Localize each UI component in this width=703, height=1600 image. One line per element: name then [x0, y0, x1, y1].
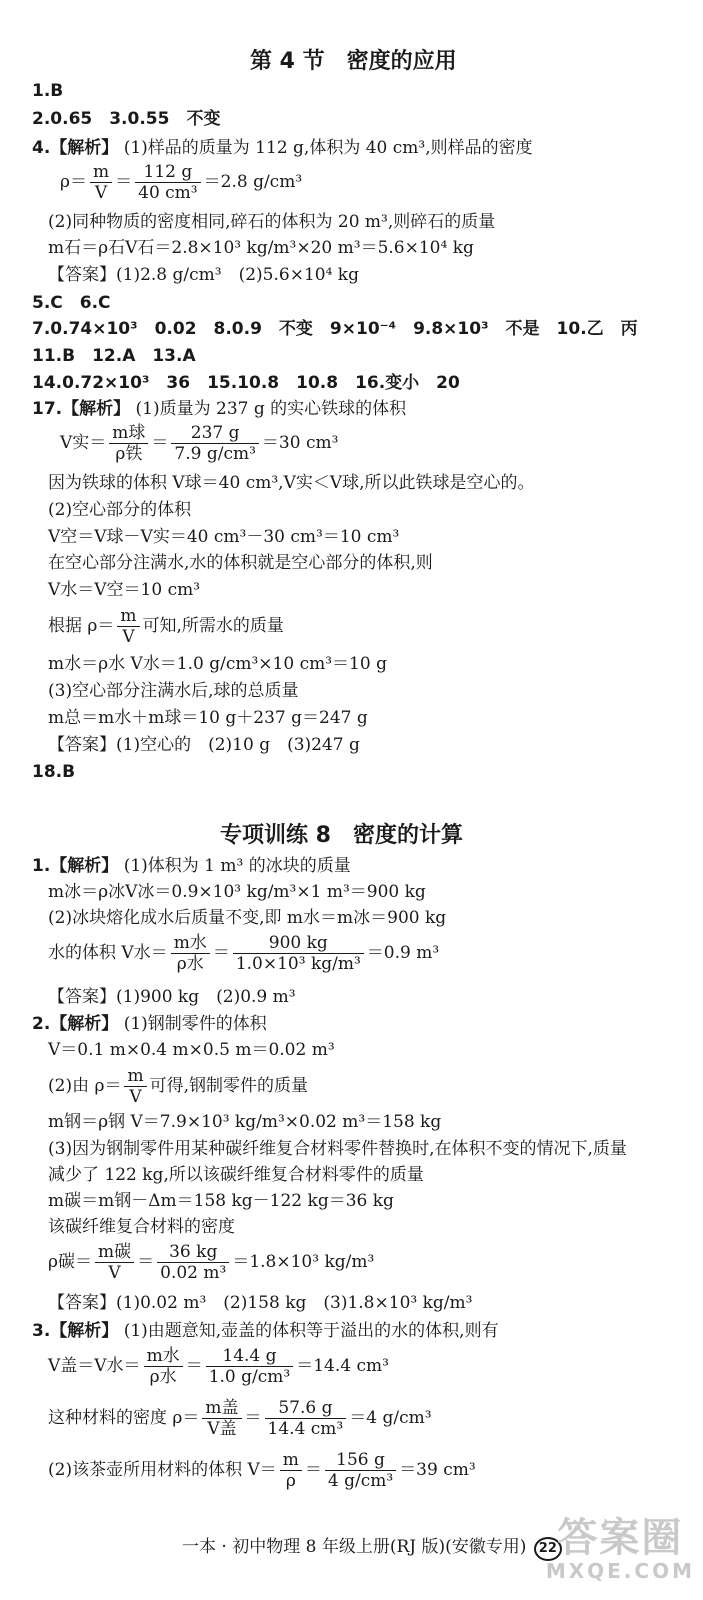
solution-text: (2)冰块熔化成水后质量不变,即 m水＝m冰＝900 kg [48, 908, 447, 928]
formula: 这种材料的密度 ρ＝ $\frac{\text{m盖}}{\text{V盖}}$ ＝ $\frac{57.6 g}{\text{14.4 cm³}}$ ＝4 g/cm³ [48, 1398, 432, 1439]
solution-text: m总＝m水＋m球＝10 g＋237 g＝247 g [48, 708, 368, 728]
section-title: 第 4 节 密度的应用 [250, 49, 457, 74]
solution-text: m石＝ρ石V石＝2.8×10³ kg/m³×20 m³＝5.6×10⁴ kg [48, 238, 474, 258]
question-1-analysis [32, 855, 351, 877]
solution-text: 该碳纤维复合材料的密度 [48, 1217, 235, 1237]
question-3-analysis [32, 1320, 499, 1342]
question-4-analysis [32, 137, 533, 159]
solution-text: m冰＝ρ冰V冰＝0.9×10³ kg/m³×1 m³＝900 kg [48, 882, 426, 902]
answer-text: 【答案】(1)0.02 m³ (2)158 kg (3)1.8×10³ kg/m³ [48, 1293, 473, 1313]
solution-text: m碳＝m钢－Δm＝158 kg－122 kg＝36 kg [48, 1191, 394, 1211]
solution-text: 在空心部分注满水,水的体积就是空心部分的体积,则 [48, 553, 433, 573]
formula: (2)该茶壶所用材料的体积 V＝ $\frac{m}{\rho}$ ＝ $\frac{156 g}{\text{4 g/cm³}}$ ＝39 cm³ [48, 1450, 476, 1491]
question-label: 17.【解析】 [32, 399, 131, 419]
section-title: 专项训练 8 密度的计算 [220, 823, 463, 848]
answer-text: 【答案】(1)2.8 g/cm³ (2)5.6×10⁴ kg [48, 265, 359, 285]
formula: V实＝ $\frac{\text{m球}}{\text{ρ铁}}$ ＝ $\frac{237 g}{\text{7.9 g/cm³}}$ ＝30 cm³ [60, 423, 339, 464]
answer-text: 【答案】(1)空心的 (2)10 g (3)247 g [48, 735, 360, 755]
answer-line: 1.B [32, 81, 64, 101]
solution-text: 减少了 122 kg,所以该碳纤维复合材料零件的质量 [48, 1165, 424, 1185]
formula: ρ＝ $\frac{m}{V}$ ＝ $\frac{112 g}{\text{40 cm³}}$ ＝2.8 g/cm³ [60, 162, 303, 203]
answer-line: 5.C 6.C [32, 293, 111, 313]
formula: 根据 ρ＝ $\frac{m}{V}$ 可知,所需水的质量 [48, 606, 284, 647]
answer-line: 14.0.72×10³ 36 15.10.8 10.8 16.变小 20 [32, 373, 460, 393]
page-number: 22 [534, 1537, 562, 1561]
watermark [546, 1516, 695, 1582]
answer-line: 2.0.65 3.0.55 不变 [32, 109, 221, 129]
question-label: 2.【解析】 [32, 1014, 119, 1034]
question-label: 4.【解析】 [32, 138, 119, 158]
formula: (2)由 ρ＝ $\frac{m}{V}$ 可得,钢制零件的质量 [48, 1066, 309, 1107]
footer-book-title: 一本 · 初中物理 8 年级上册(RJ 版)(安徽专用) 22 [182, 1536, 562, 1561]
answer-line: 7.0.74×10³ 0.02 8.0.9 不变 9×10⁻⁴ 9.8×10³ 不是 10.乙 丙 [32, 319, 638, 339]
solution-text: m水＝ρ水 V水＝1.0 g/cm³×10 cm³＝10 g [48, 654, 387, 674]
solution-text: V＝0.1 m×0.4 m×0.5 m＝0.02 m³ [48, 1040, 335, 1060]
solution-text: (2)同种物质的密度相同,碎石的体积为 20 m³,则碎石的质量 [48, 212, 496, 232]
solution-text: (1)由题意知,壶盖的体积等于溢出的水的体积,则有 [123, 1321, 499, 1341]
question-17-analysis [32, 398, 406, 420]
formula: 水的体积 V水＝ $\frac{\text{m水}}{\text{ρ水}}$ ＝ $\frac{900 kg}{\text{1.0×10³ kg/m³}}$ ＝0.9 m³ [48, 933, 440, 974]
solution-text: V空＝V球－V实＝40 cm³－30 cm³＝10 cm³ [48, 527, 400, 547]
solution-text: (1)样品的质量为 112 g,体积为 40 cm³,则样品的密度 [123, 138, 533, 158]
solution-text: (1)钢制零件的体积 [123, 1014, 267, 1034]
answer-line: 18.B [32, 762, 76, 782]
solution-text: (3)空心部分注满水后,球的总质量 [48, 681, 299, 701]
watermark-url: MXQE.COM [545, 1559, 695, 1583]
solution-text: (1)质量为 237 g 的实心铁球的体积 [135, 399, 407, 419]
answer-line: 11.B 12.A 13.A [32, 346, 196, 366]
formula: ρ碳＝ $\frac{\text{m碳}}{V}$ ＝ $\frac{36 kg}{\text{0.02 m³}}$ ＝1.8×10³ kg/m³ [48, 1242, 375, 1283]
formula: V盖＝V水＝ $\frac{\text{m水}}{\text{ρ水}}$ ＝ $\frac{14.4 g}{\text{1.0 g/cm³}}$ ＝14.4 cm³ [48, 1346, 389, 1387]
solution-text: (3)因为钢制零件用某种碳纤维复合材料零件替换时,在体积不变的情况下,质量 [48, 1139, 627, 1159]
watermark-brand: 答案圈 [557, 1515, 684, 1561]
answer-text: 【答案】(1)900 kg (2)0.9 m³ [48, 987, 296, 1007]
question-2-analysis [32, 1013, 267, 1035]
solution-text: V水＝V空＝10 cm³ [48, 580, 201, 600]
solution-text: 因为铁球的体积 V球＝40 cm³,V实＜V球,所以此铁球是空心的。 [48, 473, 535, 493]
solution-text: m钢＝ρ钢 V＝7.9×10³ kg/m³×0.02 m³＝158 kg [48, 1112, 442, 1132]
question-label: 3.【解析】 [32, 1321, 119, 1341]
solution-text: (1)体积为 1 m³ 的冰块的质量 [123, 856, 351, 876]
question-label: 1.【解析】 [32, 856, 119, 876]
solution-text: (2)空心部分的体积 [48, 500, 192, 520]
